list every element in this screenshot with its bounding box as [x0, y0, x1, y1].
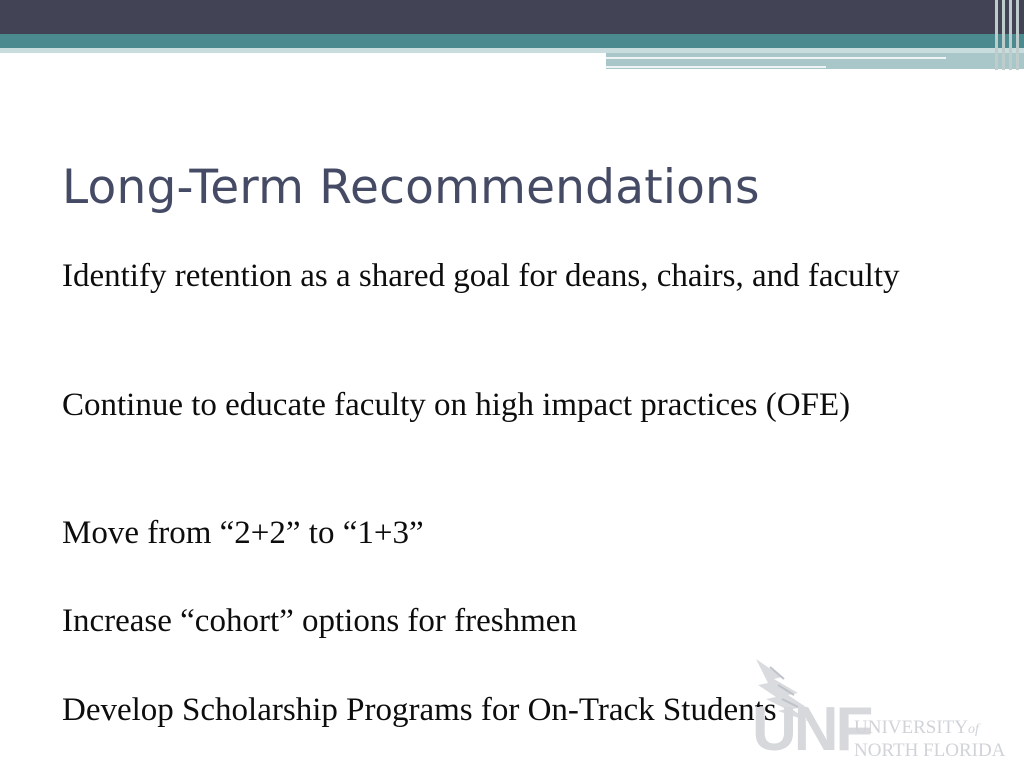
recommendation-item: Develop Scholarship Programs for On-Track Students: [62, 692, 777, 728]
logo-university-name: UNIVERSITYof NORTH FLORIDA: [854, 717, 1006, 761]
header-edge-bars: [993, 0, 1024, 70]
header-accent-line: [606, 57, 946, 59]
recommendation-item: Move from “2+2” to “1+3”: [62, 515, 424, 551]
header-accent-line: [606, 66, 826, 68]
header-band: [0, 0, 1024, 34]
unf-logo: [748, 655, 1024, 768]
slide-title: Long-Term Recommendations: [62, 160, 760, 215]
header-teal-stripe: [0, 34, 1024, 48]
logo-mark: UNF: [752, 695, 871, 764]
recommendation-item: Increase “cohort” options for freshmen: [62, 603, 577, 639]
recommendation-item: Continue to educate faculty on high impact practices (OFE): [62, 387, 851, 423]
recommendation-item: Identify retention as a shared goal for deans, chairs, and faculty: [62, 258, 900, 294]
